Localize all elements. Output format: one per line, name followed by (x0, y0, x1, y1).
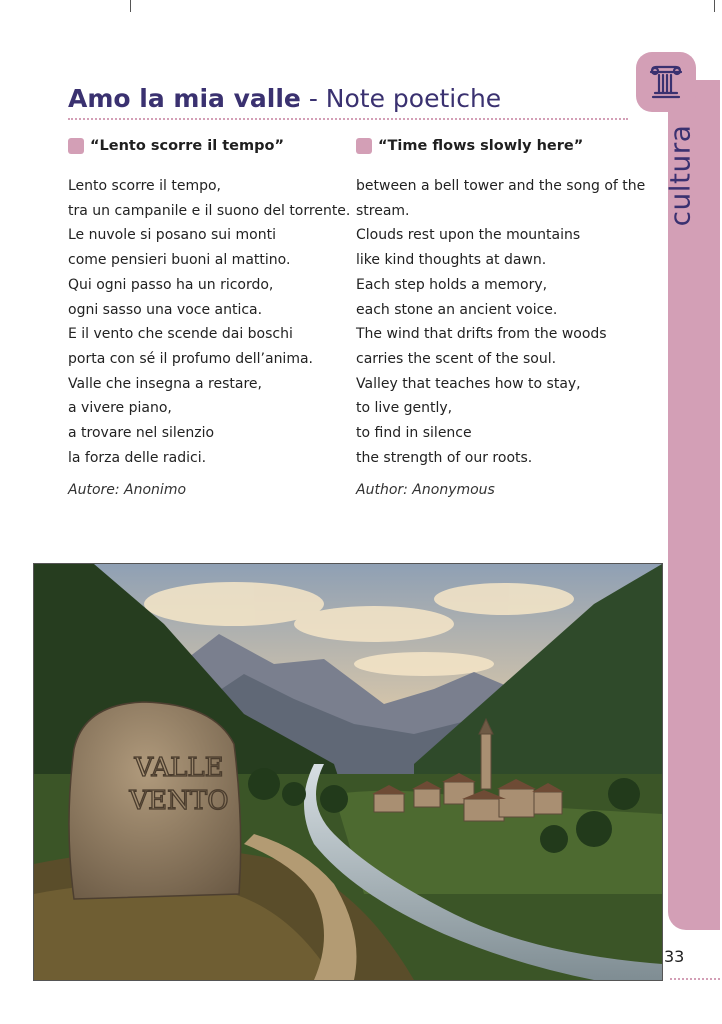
top-crop-marks (0, 0, 722, 14)
poem-line: to find in silence (356, 425, 472, 442)
svg-text:VENTO: VENTO (129, 786, 229, 816)
valley-illustration (34, 564, 662, 980)
valley-photo (33, 563, 663, 981)
poem-line: Le nuvole si posano sui monti (68, 227, 276, 244)
title-rest: - Note poetiche (300, 84, 502, 113)
poem-line: the strength of our roots. (356, 449, 533, 466)
poem-line: porta con sé il profumo dell’anima. (68, 350, 313, 367)
poem-author: Author: Anonymous (356, 482, 495, 499)
poem-line: Lento scorre il tempo, (68, 178, 221, 194)
page-title (68, 84, 501, 113)
section-badge (636, 52, 696, 112)
poem-line: to live gently, (356, 400, 453, 417)
poem-line: Each step holds a memory, (356, 276, 548, 293)
section-label: cultura (663, 124, 697, 226)
poem-lines (68, 174, 358, 470)
poem-line: carries the scent of the soul. (356, 350, 557, 367)
poem-english (356, 134, 666, 498)
poem-line: Valley that teaches how to stay, (356, 375, 581, 392)
poem-line: tra un campanile e il suono del torrente. (68, 202, 351, 219)
column-icon (647, 63, 685, 101)
poem-line: a vivere piano, (68, 400, 172, 417)
title-divider (68, 118, 628, 120)
poem-line: each stone an ancient voice. (356, 301, 558, 318)
poem-line: come pensieri buoni al mattino. (68, 252, 291, 269)
poem-line: Clouds rest upon the mountains (356, 227, 581, 244)
poem-line: The wind that drifts from the woods (356, 326, 607, 343)
page-number: 33 (664, 947, 685, 966)
poem-line: la forza delle radici. (68, 449, 207, 466)
poem-line: E il vento che scende dai boschi (68, 326, 293, 343)
poem-lines (356, 174, 666, 470)
poem-line: stream. (356, 202, 410, 219)
poem-line: ogni sasso una voce antica. (68, 301, 263, 318)
poem-author: Autore: Anonimo (68, 482, 187, 499)
title-bold: Amo la mia valle (68, 84, 301, 113)
bullet-square-icon (68, 138, 84, 154)
poem-heading: “Time flows slowly here” (356, 134, 666, 158)
poem-heading: “Lento scorre il tempo” (68, 134, 358, 158)
bullet-square-icon (356, 138, 372, 154)
poem-line: like kind thoughts at dawn. (356, 252, 547, 269)
poem-line: a trovare nel silenzio (68, 425, 215, 442)
poem-line: Qui ogni passo ha un ricordo, (68, 276, 274, 293)
page-dots (670, 978, 720, 980)
poem-line: Valle che insegna a restare, (68, 375, 262, 392)
poem-line: between a bell tower and the song of the (356, 178, 646, 194)
svg-text:VALLE: VALLE (134, 753, 224, 783)
poem-italian (68, 134, 358, 498)
